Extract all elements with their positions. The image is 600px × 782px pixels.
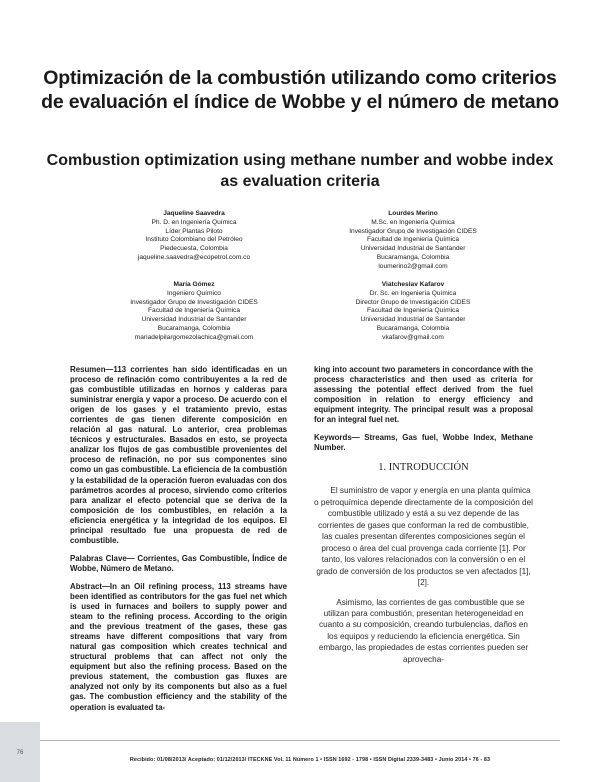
author-line: Líder Plantas Piloto [165, 227, 223, 235]
intro-paragraph: Asimismo, las corrientes de gas combustible que se utilizan para combustión, presentan heterogeneidad en cuanto a su composición, creando turbulencias, daños en los equipos y reduciendo la eficiencia energética. Sin embargo, las propiedades de estas corrientes pueden ser aprovecha- [318, 597, 529, 664]
title-spanish: Optimización de la combustión utilizando como criterios de evaluación el índice de Wobbe y el número de metano [41, 67, 559, 113]
author-line: mariadelpilargomezolachica@gmail.com [134, 333, 254, 341]
right-column [314, 365, 533, 665]
author-block [69, 210, 319, 263]
author-line: Facultad de Ingeniería Química [148, 307, 240, 315]
author-line: Instituto Colombiano del Petróleo [145, 236, 243, 244]
palabras-clave-text: Corrientes, Gas Combustible, Índice de Wobbe, Número de Metano. [70, 553, 287, 573]
author-name: Viatcheslav Kafarov [381, 281, 445, 288]
author-line: Universidad Industrial de Santander [360, 316, 466, 324]
abstract-text: In an Oil refining process, 113 streams have been identified as contributors for the gas fuel net which is used in furnaces and boilers to supply power and steam to the refining process. According to the origin and the previous treatment of the gases, these gas streams have different compositions that vary from natural gas composition which creates technical and structural problems that can affect not only the equipment but also the refining process. Based on the previous statement, the combustion gas fluxes are analyzed not only by its components but also as a fuel gas. The combustion efficiency and the stability of the operation is evaluated ta- [70, 581, 287, 712]
author-line: Bucaramanga, Colombia [376, 324, 450, 332]
author-line: Bucaramanga, Colombia [376, 253, 450, 261]
keywords-label: Keywords— [314, 433, 360, 443]
intro-paragraph: El suministro de vapor y energía en una planta química o petroquímica depende directamente de la composición del combustible utilizado y está a su vez depende de las corrientes de gases que conforman la red de combustible, las cuales presentan diferentes composiciones según el proceso o área del cual provenga cada corriente [1]. Por tanto, los valores relacionados con la conversión o en el grado de conversión de los productos se ven afectados [1], [2]. [314, 486, 533, 588]
resumen-paragraph [70, 365, 287, 546]
author-line: Ph. D. en Ingeniería Química [151, 218, 237, 226]
palabras-clave-paragraph [70, 554, 287, 574]
author-name: Lourdes Merino [388, 210, 438, 217]
author-block [288, 281, 538, 343]
keywords-text: Streams, Gas fuel, Wobbe Index, Methane Number. [314, 433, 533, 453]
author-line: Facultad de Ingeniería Química [367, 307, 459, 315]
author-name: María Gómez [173, 281, 215, 288]
title-english: Combustion optimization using methane number and wobbe index as evaluation criteria [46, 152, 554, 190]
author-line: Universidad Industrial de Santander [360, 245, 466, 253]
author-block [69, 281, 319, 343]
resumen-text: 113 corrientes han sido identificadas en un proceso de refinación como contribuyentes a la red de gas combustible utilizadas en hornos y calderas para suministrar energía y vapor a proceso. De acuerdo con el origen de los gases y el tratamiento previo, estas corrientes de gas tienen diferente composición en relación al gas natural. Lo anterior, crea problemas técnicos y estructurales. Basados en esto, se proyecta analizar los flujos de gas combustible provenientes del proceso de refinación, no por sus componentes sino como un gas combustible. La eficiencia de la combustión y la estabilidad de la operación fueron evaluadas con dos parámetros acordes al proceso, sirviendo como criterios para analizar el efecto potencial que se deriva de la composición de los combustibles, en relación a la eficiencia energética y la integridad de los equipos. El principal resultado fue una propuesta de red de combustible. [70, 365, 287, 545]
author-line: Investigador Grupo de Investigación CIDES [349, 227, 477, 235]
palabras-clave-label: Palabras Clave— [70, 553, 135, 563]
footer-rule [40, 740, 560, 741]
section-heading: 1. INTRODUCCIÓN [378, 462, 469, 474]
author-line: loumerino2@gmail.com [378, 262, 448, 270]
author-line: M.Sc. en Ingeniería Química [371, 218, 455, 226]
author-line: Director Grupo de Investigación CIDES [355, 298, 471, 306]
author-block [288, 210, 538, 272]
abstract-label: Abstract— [70, 581, 110, 591]
page-number: 76 [16, 750, 24, 756]
left-column [70, 365, 287, 713]
footer-citation: Recibido: 01/08/2013/ Aceptado: 01/12/2013/ ITECKNE Vol. 11 Número 1 • ISSN 1692 - 1798 • ISSN Digital 2339-3483 • Junio 2014 • 76 - 83 [129, 757, 491, 763]
author-line: Investigador Grupo de Investigación CIDES [130, 298, 258, 306]
author-line: Facultad de Ingeniería Química [367, 236, 459, 244]
abstract-continuation: king into account two parameters in concordance with the process characteristics and then used as criteria for assessing the potential effect derived from the fuel composition in relation to energy efficiency and equipment integrity. The principal result was a proposal for an integral fuel net. [314, 365, 533, 425]
author-line: Piedecuesta, Colombia [160, 245, 228, 253]
author-line: Universidad Industrial de Santander [141, 316, 247, 324]
abstract-paragraph [70, 582, 287, 713]
resumen-label: Resumen— [70, 365, 114, 374]
author-line: jaqueline.saavedra@ecopetrol.com.co [137, 253, 251, 261]
author-name: Jaqueline Saavedra [163, 210, 225, 217]
keywords-paragraph [314, 433, 533, 453]
author-line: Bucaramanga, Colombia [157, 324, 231, 332]
author-line: vkafarov@gmail.com [382, 333, 444, 341]
author-line: Dr. Sc. en Ingeniería Química [369, 289, 457, 297]
author-line: Ingeniero Químico [167, 289, 221, 297]
